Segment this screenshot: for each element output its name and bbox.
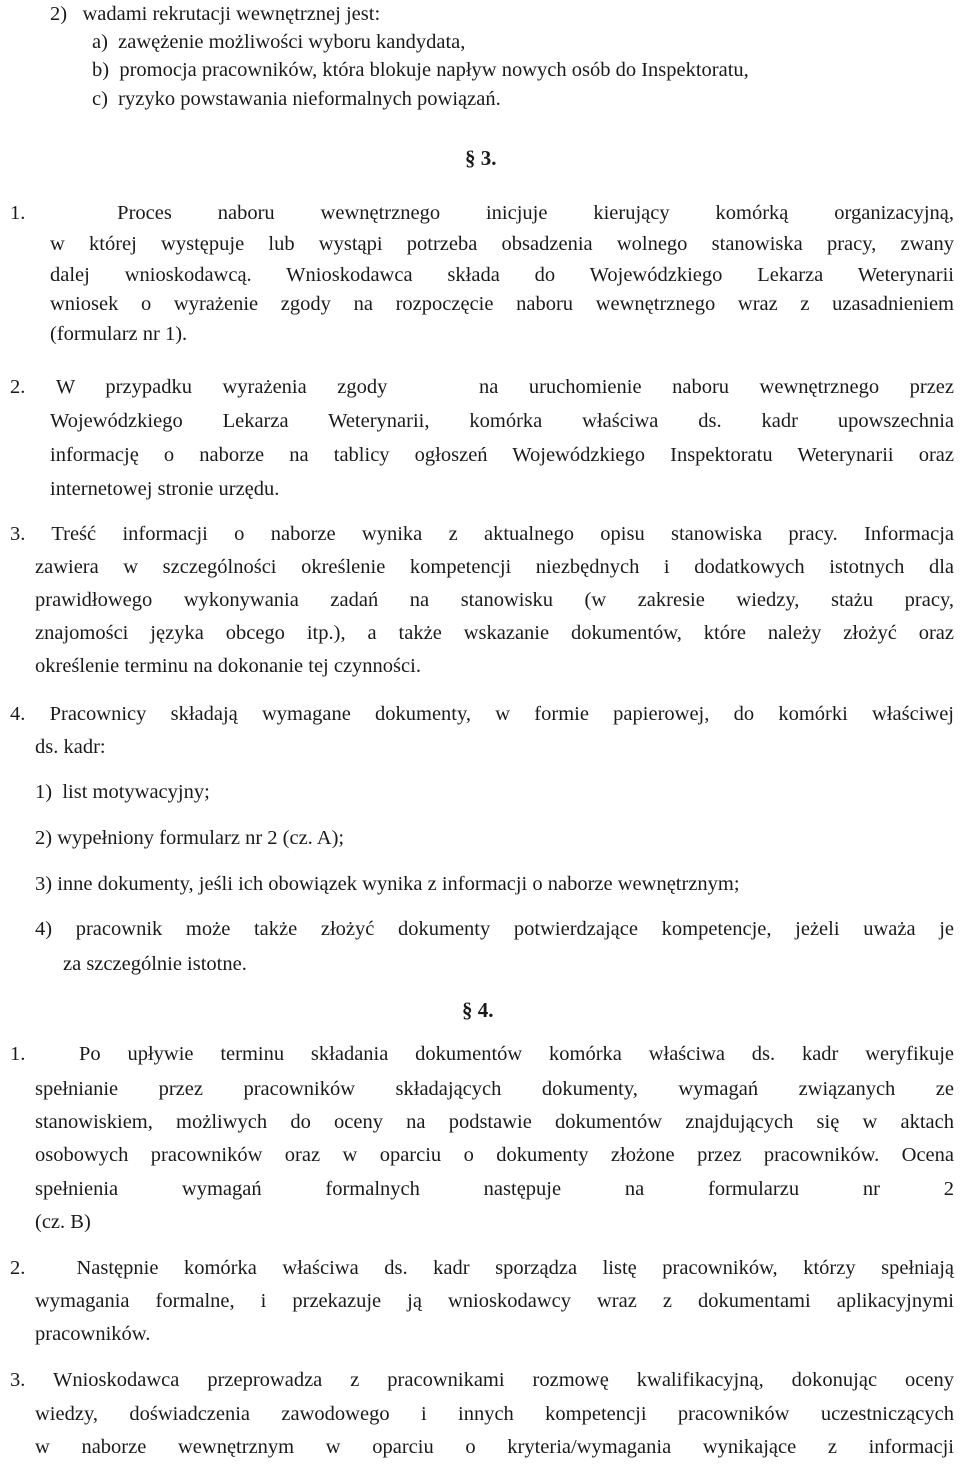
paragraph-line: stanowiskiem, możliwych do oceny na podstawie dokumentów znajdujących się w aktach xyxy=(35,1111,954,1133)
section-heading: § 3. xyxy=(465,146,497,170)
paragraph-line: wymagania formalne, i przekazuje ją wnioskodawcy wraz z dokumentami aplikacyjnymi xyxy=(35,1290,954,1312)
paragraph-line: 1. Proces naboru wewnętrznego inicjuje kierujący komórką organizacyjną, xyxy=(10,202,954,224)
paragraph-line: określenie terminu na dokonanie tej czynności. xyxy=(35,655,421,677)
paragraph-line: wiedzy, doświadczenia zawodowego i innych kompetencji pracowników uczestniczących xyxy=(35,1403,954,1425)
paragraph-line: znajomości języka obcego itp.), a także wskazanie dokumentów, które należy złożyć oraz xyxy=(35,622,954,644)
paragraph-line: (formularz nr 1). xyxy=(50,323,188,345)
paragraph-line: pracowników. xyxy=(35,1323,151,1345)
paragraph-line: 3. Wnioskodawca przeprowadza z pracownikami rozmowę kwalifikacyjną, dokonując oceny xyxy=(10,1369,954,1391)
list-item: c) ryzyko powstawania nieformalnych powiązań. xyxy=(92,88,501,110)
paragraph-line: (cz. B) xyxy=(35,1211,91,1233)
paragraph-line: prawidłowego wykonywania zadań na stanowisku (w zakresie wiedzy, stażu pracy, xyxy=(35,589,954,611)
paragraph-line: dalej wnioskodawcą. Wnioskodawca składa do Wojewódzkiego Lekarza Weterynarii xyxy=(50,264,954,286)
list-item: 4) pracownik może także złożyć dokumenty potwierdzające kompetencje, jeżeli uważa je xyxy=(35,918,954,940)
paragraph-line: wniosek o wyrażenie zgody na rozpoczęcie naboru wewnętrznego wraz z uzasadnieniem xyxy=(50,293,954,315)
paragraph-line: Wojewódzkiego Lekarza Weterynarii, komórka właściwa ds. kadr upowszechnia xyxy=(50,410,954,432)
paragraph-line: ds. kadr: xyxy=(35,736,106,758)
list-item: a) zawężenie możliwości wyboru kandydata, xyxy=(92,31,466,53)
list-item: 3) inne dokumenty, jeśli ich obowiązek wynika z informacji o naborze wewnętrznym; xyxy=(35,873,740,895)
paragraph-line: informację o naborze na tablicy ogłoszeń Wojewódzkiego Inspektoratu Weterynarii oraz xyxy=(50,444,954,466)
list-item: b) promocja pracowników, która blokuje napływ nowych osób do Inspektoratu, xyxy=(92,59,749,81)
paragraph-line: w której występuje lub wystąpi potrzeba obsadzenia wolnego stanowiska pracy, zwany xyxy=(50,233,954,255)
paragraph-line: osobowych pracowników oraz w oparciu o dokumenty złożone przez pracowników. Ocena xyxy=(35,1144,954,1166)
paragraph-line: spełnianie przez pracowników składających dokumenty, wymagań związanych ze xyxy=(35,1078,954,1100)
paragraph-line: spełnienia wymagań formalnych następuje na formularzu nr 2 xyxy=(35,1178,954,1200)
list-item: za szczególnie istotne. xyxy=(63,953,247,975)
section-heading: § 4. xyxy=(462,998,494,1022)
paragraph-line: 4. Pracownicy składają wymagane dokumenty, w formie papierowej, do komórki właściwej xyxy=(10,703,954,725)
paragraph-line: w naborze wewnętrznym w oparciu o kryteria/wymagania wynikające z informacji xyxy=(35,1436,954,1458)
list-item: 2) wypełniony formularz nr 2 (cz. A); xyxy=(35,827,345,849)
list-item: 1) list motywacyjny; xyxy=(35,781,210,803)
paragraph-line: zawiera w szczególności określenie kompetencji niezbędnych i dodatkowych istotnych dla xyxy=(35,556,954,578)
paragraph-line: 3. Treść informacji o naborze wynika z aktualnego opisu stanowiska pracy. Informacja xyxy=(10,523,954,545)
paragraph-line: 2. Następnie komórka właściwa ds. kadr sporządza listę pracowników, którzy spełniają xyxy=(10,1257,954,1279)
list-item: 2) wadami rekrutacji wewnętrznej jest: xyxy=(50,3,381,25)
paragraph-line: internetowej stronie urzędu. xyxy=(50,478,280,500)
paragraph-line: 2. W przypadku wyrażenia zgody na uruchomienie naboru wewnętrznego przez xyxy=(10,376,954,398)
paragraph-line: 1. Po upływie terminu składania dokumentów komórka właściwa ds. kadr weryfikuje xyxy=(10,1043,954,1065)
